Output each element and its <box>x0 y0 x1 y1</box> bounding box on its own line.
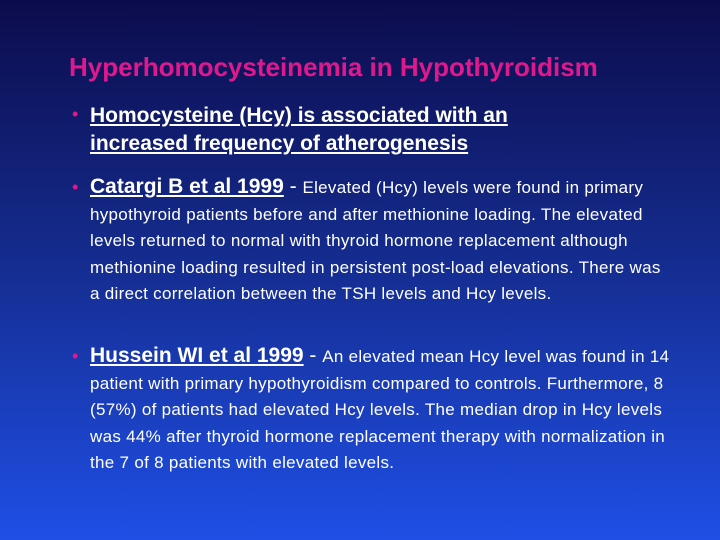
bullet-dot-icon: • <box>72 177 79 197</box>
bullet-item-homocysteine <box>72 102 672 158</box>
citation-body: An elevated mean Hcy level was found in 14 patient with primary hypothyroidism compared to controls. Furthermore, 8 (57%) of patients had elevated Hcy levels. The median drop in Hcy levels was 44% after thyroid hormone replacement therapy with normalization in the 7 of 8 patients with elevated levels. <box>90 347 670 472</box>
slide-title: Hyperhomocysteinemia in Hypothyroidism <box>69 52 598 82</box>
citation-body: Elevated (Hcy) levels were found in primary hypothyroid patients before and after methionine loading. The elevated levels returned to normal with thyroid hormone replacement although methionine loading resulted in persistent post-load elevations. There was a direct correlation between the TSH levels and Hcy levels. <box>90 178 661 303</box>
separator-dash: - <box>283 175 303 198</box>
separator-dash: - <box>303 344 323 367</box>
bullet-dot-icon: • <box>72 346 79 366</box>
bullet-text <box>90 174 672 308</box>
bullet-text <box>90 102 672 158</box>
bullet-item-hussein <box>72 343 672 477</box>
bullet-line: Homocysteine (Hcy) is associated with an <box>90 104 508 127</box>
citation-lead: Hussein WI et al 1999 <box>90 344 304 367</box>
bullet-item-catargi <box>72 174 672 308</box>
bullet-text <box>90 343 672 477</box>
bullet-dot-icon: • <box>72 104 79 124</box>
citation-lead: Catargi B et al 1999 <box>90 175 284 198</box>
bullet-line: increased frequency of atherogenesis <box>90 132 469 155</box>
